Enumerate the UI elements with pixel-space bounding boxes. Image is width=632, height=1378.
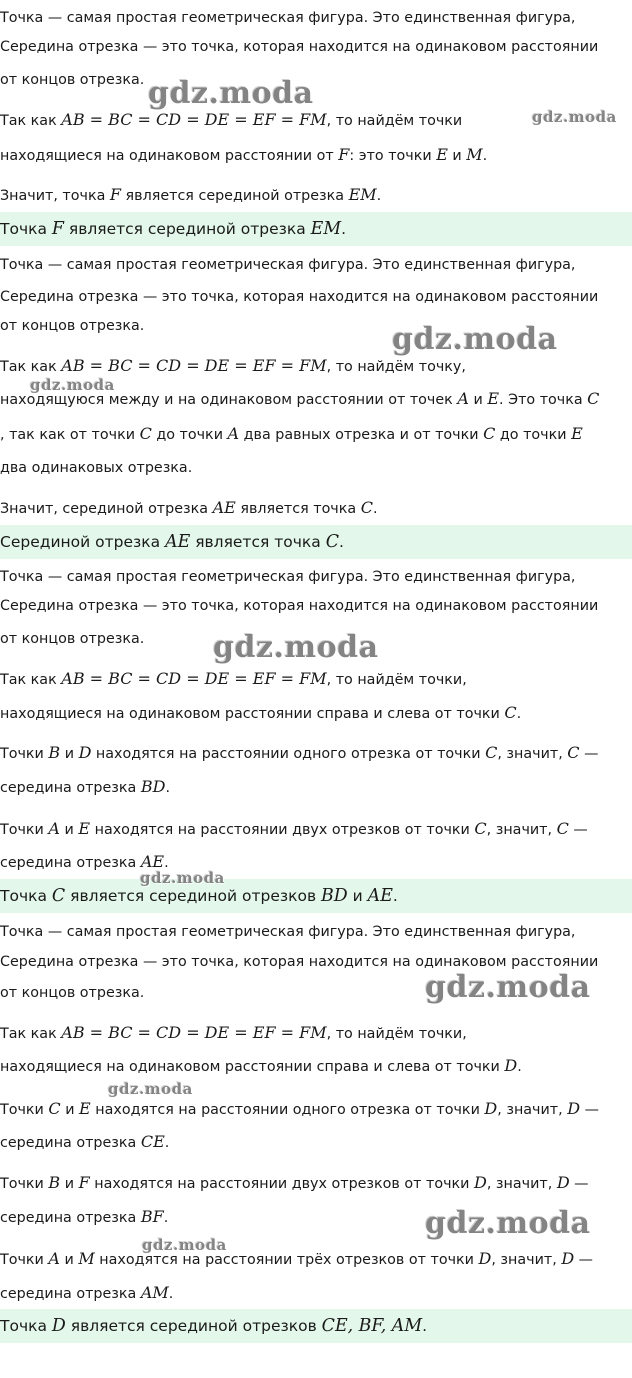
- answer-box: [0, 879, 632, 913]
- text-fragment: Так как: [0, 1026, 62, 1042]
- watermark: gdz.moda: [425, 970, 591, 1005]
- text-fragment: и: [347, 887, 368, 905]
- text-fragment: находятся на расстоянии двух отрезков от точки: [89, 1176, 475, 1192]
- intro-line: Точка — самая простая геометрическая фигура. Это единственная фигура,: [0, 10, 576, 26]
- math-expression: BD: [140, 777, 166, 796]
- math-expression: F: [78, 1173, 90, 1192]
- watermark: gdz.moda: [30, 376, 115, 394]
- text-fragment: и: [60, 1176, 79, 1192]
- text-fragment: и: [59, 822, 79, 838]
- text-fragment: середина отрезка: [0, 1135, 141, 1151]
- watermark: gdz.moda: [425, 1206, 591, 1241]
- text-fragment: до точки: [151, 427, 228, 443]
- text-fragment: середина отрезка: [0, 855, 141, 871]
- text-fragment: находятся на расстоянии трёх отрезков от точки: [94, 1252, 479, 1268]
- math-expression: C: [485, 743, 498, 762]
- watermark: gdz.moda: [108, 1080, 193, 1098]
- math-expression: CE, BF, AM: [321, 1316, 423, 1336]
- text-fragment: находятся на расстоянии двух отрезков от точки: [90, 822, 475, 838]
- math-expression: D: [474, 1173, 487, 1192]
- text-fragment: , то найдём точки,: [326, 672, 467, 688]
- text-fragment: до точки: [495, 427, 572, 443]
- math-expression: E: [571, 424, 583, 443]
- math-expression: D: [78, 743, 92, 762]
- text-fragment: середина отрезка: [0, 1210, 141, 1226]
- text-fragment: —: [568, 822, 588, 838]
- text-fragment: —: [580, 1102, 599, 1118]
- math-expression: F: [51, 219, 64, 239]
- math-expression: C: [139, 424, 152, 443]
- text-fragment: .: [482, 148, 488, 164]
- solution-line: [0, 852, 632, 873]
- math-expression: E: [78, 819, 91, 838]
- text-fragment: Точки: [0, 822, 49, 838]
- watermark: gdz.moda: [142, 1236, 227, 1254]
- watermark: gdz.moda: [532, 108, 617, 126]
- math-expression: D: [556, 1173, 570, 1192]
- intro-line: Точка — самая простая геометрическая фигура. Это единственная фигура,: [0, 257, 576, 273]
- solution-line: [0, 1173, 632, 1194]
- math-expression: D: [484, 1099, 498, 1118]
- text-fragment: .: [163, 1210, 169, 1226]
- solution-line: [0, 1249, 632, 1270]
- solution-line: [0, 185, 632, 206]
- text-fragment: находящиеся на одинаковом расстоянии справа и слева от точки: [0, 706, 505, 722]
- intro-line: Середина отрезка — это точка, которая находится на одинаковом расстоянии: [0, 289, 599, 305]
- solution-line: [0, 777, 632, 798]
- solution-line: [0, 669, 632, 690]
- text-fragment: является серединой отрезка: [121, 188, 349, 204]
- intro-line: Середина отрезка — это точка, которая находится на одинаковом расстоянии: [0, 39, 599, 55]
- text-fragment: .: [422, 1317, 428, 1335]
- solution-line: [0, 356, 632, 377]
- math-expression: F: [338, 145, 350, 164]
- intro-line: Точка — самая простая геометрическая фигура. Это единственная фигура,: [0, 924, 576, 940]
- math-expression: C: [48, 1099, 61, 1118]
- intro-line: Точка — самая простая геометрическая фигура. Это единственная фигура,: [0, 569, 576, 585]
- text-fragment: .: [517, 1059, 522, 1075]
- text-fragment: .: [341, 220, 347, 238]
- solution-line: [0, 703, 632, 724]
- math-expression: E: [436, 145, 448, 164]
- solution-line: [0, 145, 632, 166]
- text-fragment: Так как: [0, 113, 62, 129]
- text-fragment: Точки: [0, 1176, 49, 1192]
- solution-line: [0, 1283, 632, 1304]
- math-expression: E: [487, 389, 499, 408]
- text-fragment: —: [579, 746, 599, 762]
- text-fragment: Точка: [0, 220, 52, 238]
- math-expression: AE: [212, 498, 236, 517]
- intro-line: Середина отрезка — это точка, которая находится на одинаковом расстоянии: [0, 954, 599, 970]
- text-fragment: —: [574, 1252, 593, 1268]
- text-fragment: и: [59, 1252, 79, 1268]
- math-expression: C: [51, 886, 66, 906]
- text-fragment: , то найдём точки: [326, 113, 463, 129]
- text-fragment: , то найдём точки,: [326, 1026, 467, 1042]
- math-expression: C: [556, 819, 569, 838]
- math-expression: EM: [310, 219, 342, 239]
- text-fragment: , так как от точки: [0, 427, 140, 443]
- solution-line: [0, 743, 632, 764]
- text-fragment: : это точки: [349, 148, 437, 164]
- solution-line: [0, 424, 632, 445]
- answer-box: [0, 1309, 632, 1343]
- text-fragment: , значит,: [486, 822, 557, 838]
- text-fragment: . Это точка: [499, 392, 588, 408]
- math-expression: M: [78, 1249, 95, 1268]
- math-expression: AE: [140, 852, 165, 871]
- math-expression: AB = BC = CD = DE = EF = FM: [61, 669, 327, 688]
- answer-box: [0, 212, 632, 246]
- answer-box: [0, 525, 632, 559]
- text-fragment: является серединой отрезков: [65, 1317, 322, 1335]
- math-expression: B: [48, 1173, 61, 1192]
- text-fragment: .: [392, 887, 398, 905]
- math-expression: AM: [140, 1283, 169, 1302]
- math-expression: AB = BC = CD = DE = EF = FM: [61, 110, 327, 129]
- text-fragment: —: [569, 1176, 589, 1192]
- math-expression: C: [483, 424, 496, 443]
- solution-line: [0, 1132, 632, 1153]
- solution-line: [0, 1056, 632, 1077]
- math-expression: D: [51, 1316, 66, 1336]
- intro-line: от концов отрезка.: [0, 72, 145, 88]
- solution-line: [0, 1099, 632, 1120]
- math-expression: F: [109, 185, 122, 204]
- math-expression: BF: [140, 1207, 164, 1226]
- math-expression: A: [48, 819, 60, 838]
- math-expression: B: [48, 743, 61, 762]
- text-fragment: , значит,: [497, 1102, 568, 1118]
- math-expression: C: [504, 703, 517, 722]
- text-fragment: , значит,: [491, 1252, 562, 1268]
- text-fragment: Значит, точка: [0, 188, 110, 204]
- math-expression: D: [504, 1056, 518, 1075]
- watermark: gdz.moda: [213, 630, 379, 665]
- text-fragment: .: [339, 533, 344, 551]
- text-fragment: Точка: [0, 887, 52, 905]
- solution-line: [0, 498, 632, 519]
- text-fragment: является точка: [235, 501, 361, 517]
- text-fragment: Значит, серединой отрезка: [0, 501, 213, 517]
- math-expression: C: [360, 498, 373, 517]
- math-expression: EM: [348, 185, 377, 204]
- text-fragment: находящуюся между и на одинаковом расстоянии от точек: [0, 392, 458, 408]
- text-fragment: два одинаковых отрезка.: [0, 460, 193, 476]
- math-expression: M: [466, 145, 483, 164]
- watermark: gdz.moda: [148, 76, 314, 111]
- text-fragment: Так как: [0, 672, 62, 688]
- text-fragment: .: [168, 1286, 174, 1302]
- text-fragment: .: [164, 855, 169, 871]
- text-fragment: .: [516, 706, 522, 722]
- text-fragment: является серединой отрезка: [63, 220, 311, 238]
- math-expression: BD: [321, 886, 348, 906]
- text-fragment: находящиеся на одинаковом расстоянии справа и слева от точки: [0, 1059, 505, 1075]
- text-fragment: Точки: [0, 1252, 49, 1268]
- math-expression: AE: [367, 886, 393, 906]
- math-expression: AB = BC = CD = DE = EF = FM: [61, 1023, 327, 1042]
- text-fragment: Точка: [0, 1317, 52, 1335]
- text-fragment: , значит,: [497, 746, 568, 762]
- solution-line: [0, 819, 632, 840]
- math-expression: C: [567, 743, 580, 762]
- math-expression: A: [48, 1249, 60, 1268]
- math-expression: AB = BC = CD = DE = EF = FM: [61, 356, 327, 375]
- intro-line: от концов отрезка.: [0, 318, 145, 334]
- text-fragment: является серединой отрезков: [65, 887, 322, 905]
- text-fragment: Серединой отрезка: [0, 533, 166, 551]
- text-fragment: и: [60, 1102, 80, 1118]
- text-fragment: середина отрезка: [0, 780, 141, 796]
- intro-line: от концов отрезка.: [0, 985, 145, 1001]
- text-fragment: Так как: [0, 359, 62, 375]
- math-expression: D: [561, 1249, 575, 1268]
- math-expression: C: [587, 389, 600, 408]
- text-fragment: .: [376, 188, 382, 204]
- text-fragment: находящиеся на одинаковом расстоянии от: [0, 148, 339, 164]
- watermark: gdz.moda: [392, 322, 558, 357]
- text-fragment: середина отрезка: [0, 1286, 141, 1302]
- math-expression: CE: [140, 1132, 165, 1151]
- text-fragment: находятся на расстоянии одного отрезка от точки: [90, 1102, 485, 1118]
- math-expression: D: [478, 1249, 492, 1268]
- math-expression: C: [474, 819, 487, 838]
- solution-line: [0, 1023, 632, 1044]
- watermark: gdz.moda: [140, 869, 225, 887]
- text-fragment: , значит,: [486, 1176, 557, 1192]
- text-fragment: .: [164, 1135, 170, 1151]
- text-fragment: и: [468, 392, 488, 408]
- text-fragment: является точка: [190, 533, 326, 551]
- text-fragment: .: [372, 501, 378, 517]
- text-fragment: два равных отрезка и от точки: [239, 427, 484, 443]
- math-expression: C: [325, 532, 339, 552]
- solution-line: [0, 458, 632, 478]
- text-fragment: .: [165, 780, 170, 796]
- text-fragment: Точки: [0, 1102, 49, 1118]
- math-expression: AE: [165, 532, 191, 552]
- math-expression: A: [457, 389, 469, 408]
- math-expression: E: [79, 1099, 91, 1118]
- intro-line: Середина отрезка — это точка, которая находится на одинаковом расстоянии: [0, 598, 599, 614]
- text-fragment: и: [60, 746, 79, 762]
- math-expression: D: [567, 1099, 581, 1118]
- text-fragment: и: [447, 148, 467, 164]
- text-fragment: Точки: [0, 746, 49, 762]
- intro-line: от концов отрезка.: [0, 631, 145, 647]
- math-expression: A: [227, 424, 240, 443]
- text-fragment: находятся на расстоянии одного отрезка от точки: [91, 746, 486, 762]
- text-fragment: , то найдём точку,: [326, 359, 466, 375]
